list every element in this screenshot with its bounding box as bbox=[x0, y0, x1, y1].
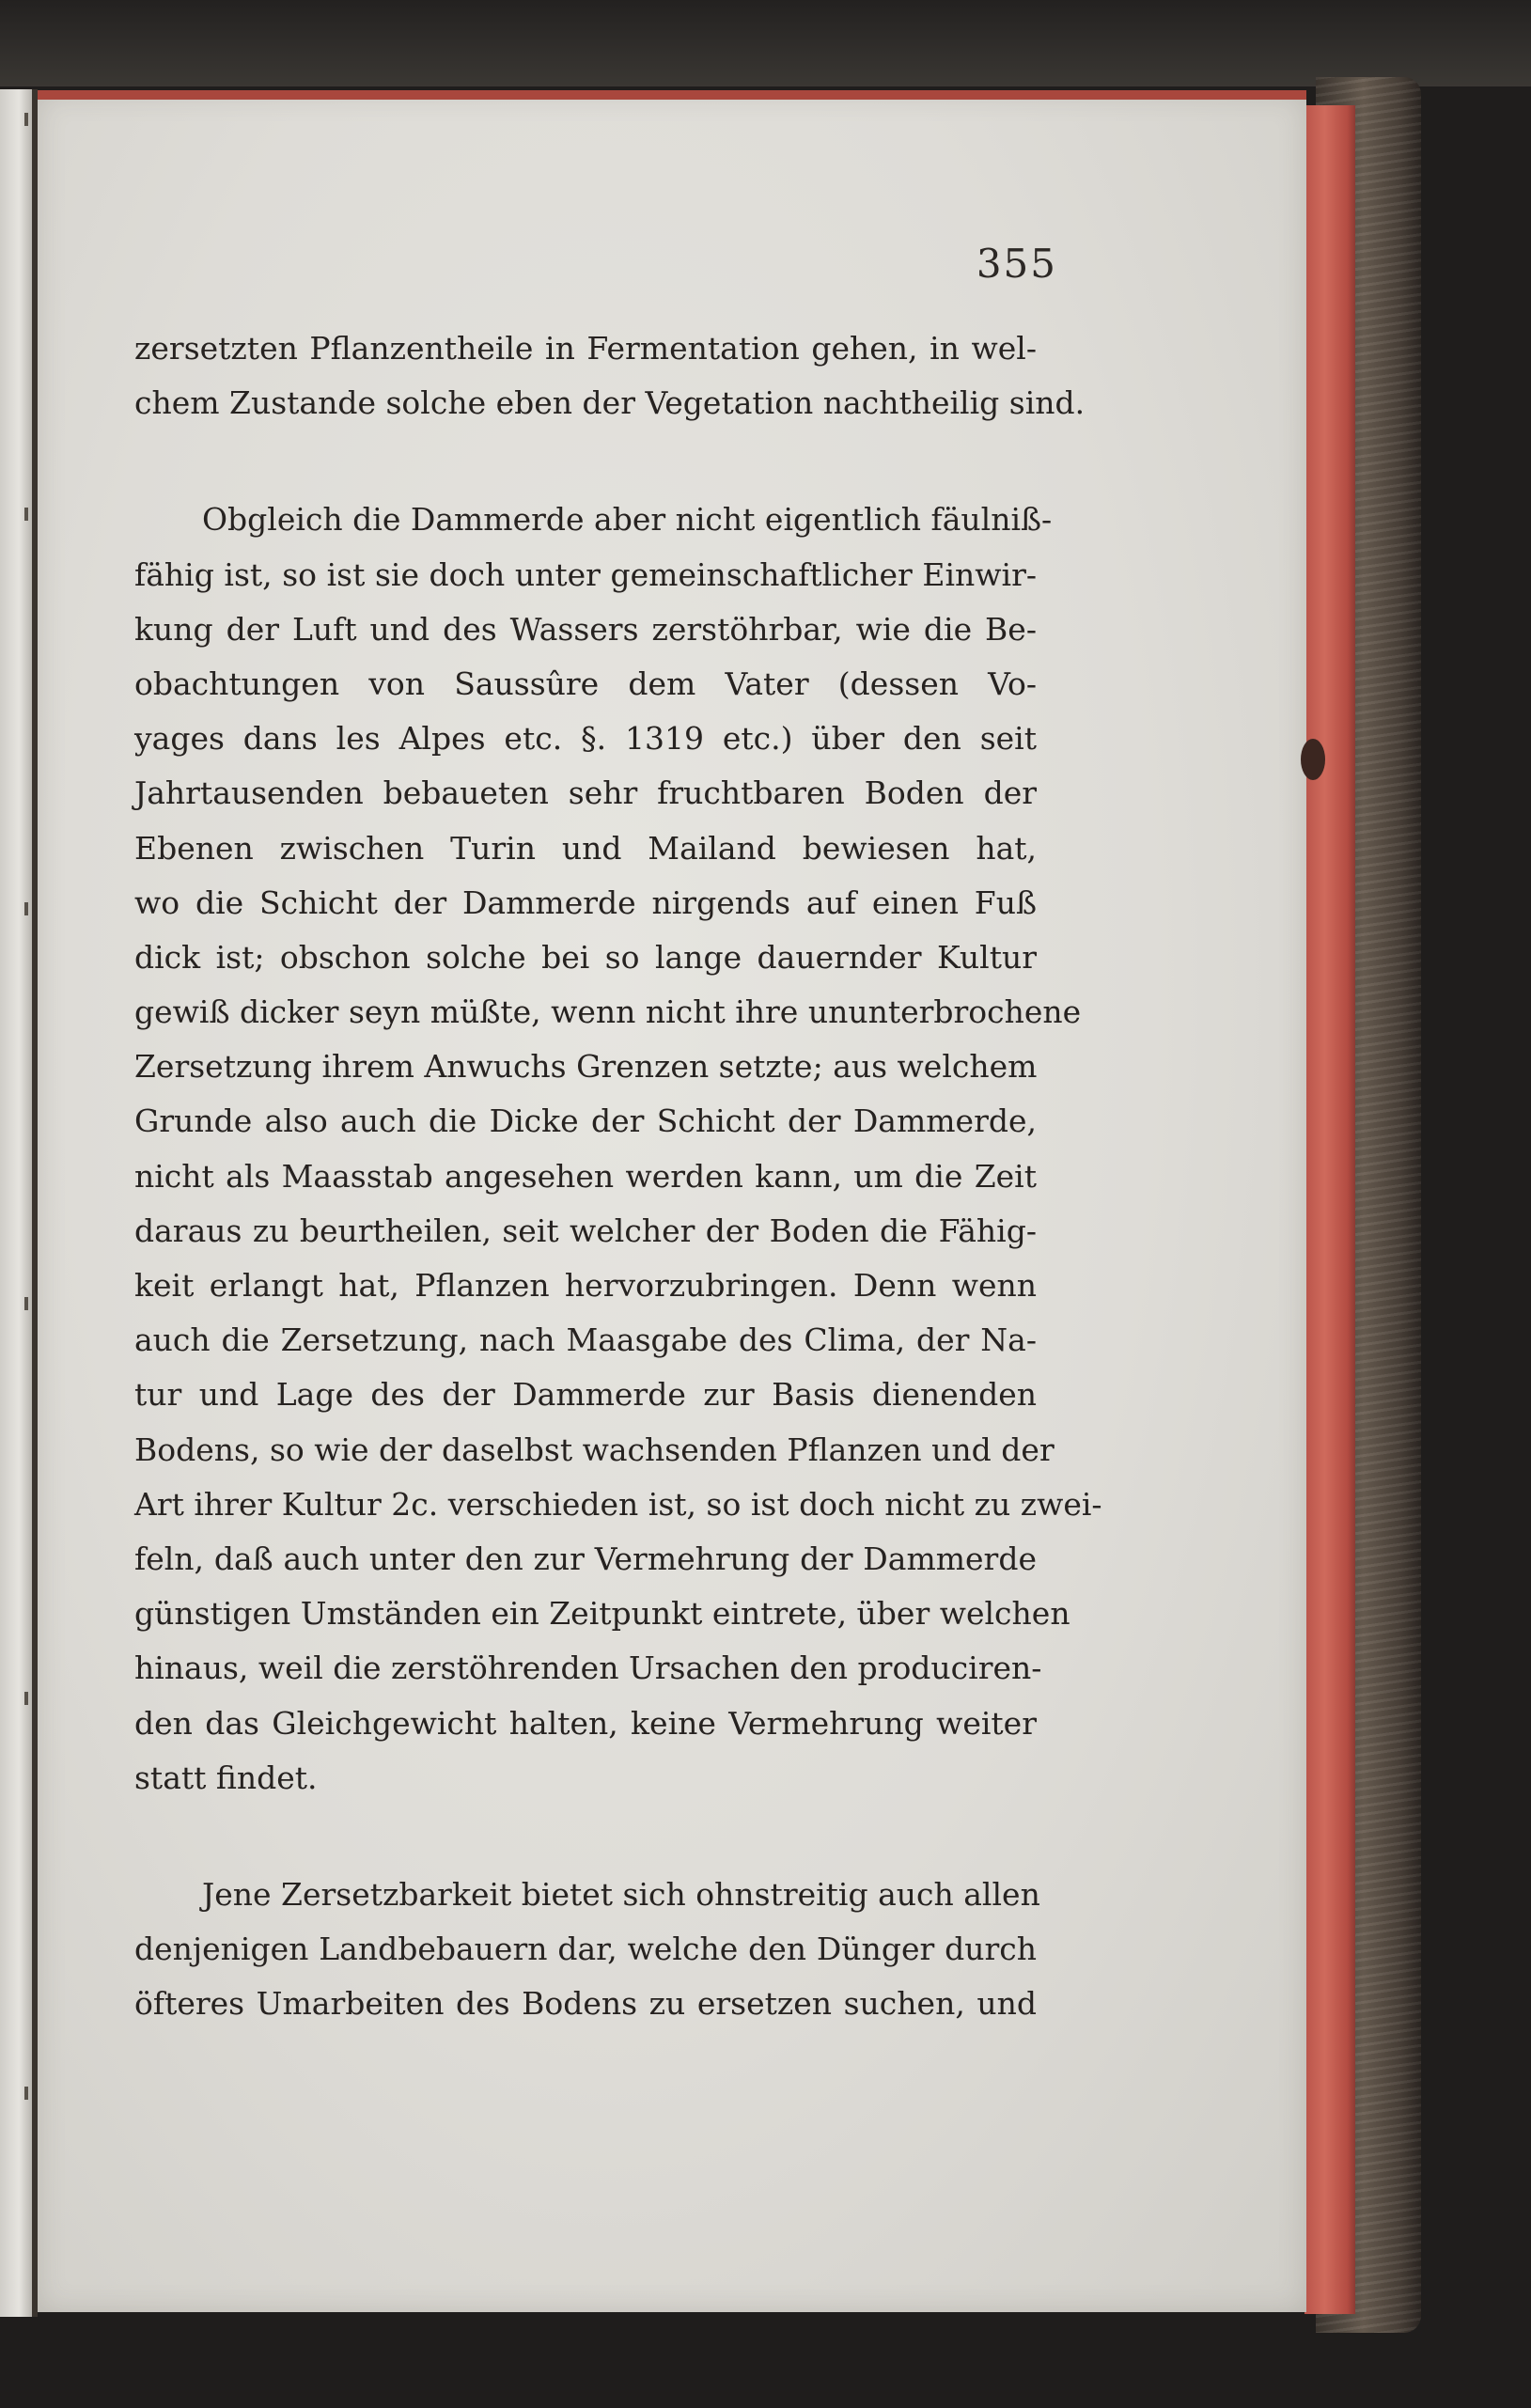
text-line: hinaus, weil die zerstöhrenden Ursachen den produciren- bbox=[134, 1650, 1042, 1687]
text-line: chem Zustande solche eben der Vegetation nachtheilig sind. bbox=[134, 384, 1086, 422]
page-number: 355 bbox=[976, 241, 1057, 287]
page-top-edge bbox=[38, 90, 1306, 100]
red-page-edges bbox=[1304, 105, 1355, 2314]
text-line: Obgleich die Dammerde aber nicht eigentlich fäulniß- bbox=[202, 501, 1053, 539]
text-line: keit erlangt hat, Pflanzen hervorzubringen. Denn wenn bbox=[134, 1267, 1037, 1304]
text-line: feln, daß auch unter den zur Vermehrung der Dammerde bbox=[134, 1540, 1037, 1577]
text-line: Jahrtausenden bebaueten sehr fruchtbaren Boden der bbox=[134, 774, 1037, 812]
text-line: Bodens, so wie der daselbst wachsenden Pflanzen und der bbox=[134, 1431, 1055, 1468]
text-line: den das Gleichgewicht halten, keine Vermehrung weiter bbox=[134, 1704, 1037, 1742]
text-line: obachtungen von Saussûre dem Vater (dessen Vo- bbox=[134, 665, 1037, 702]
text-line: günstigen Umständen ein Zeitpunkt eintrete, über welchen bbox=[134, 1595, 1070, 1633]
page-edge-marks bbox=[24, 113, 28, 2275]
text-line: fähig ist, so ist sie doch unter gemeinschaftlicher Einwir- bbox=[134, 555, 1037, 593]
background-top bbox=[0, 0, 1531, 86]
text-line: kung der Luft und des Wassers zerstöhrbar, wie die Be- bbox=[134, 610, 1037, 648]
text-line: gewiß dicker seyn müßte, wenn nicht ihre ununterbrochene bbox=[134, 993, 1082, 1031]
text-line: tur und Lage des der Dammerde zur Basis dienenden bbox=[134, 1376, 1037, 1414]
text-line: nicht als Maasstab angesehen werden kann, um die Zeit bbox=[134, 1157, 1037, 1195]
body-text bbox=[134, 321, 1102, 2031]
text-line: yages dans les Alpes etc. §. 1319 etc.) über den seit bbox=[134, 720, 1037, 758]
text-line: Ebenen zwischen Turin und Mailand bewiesen hat, bbox=[134, 829, 1037, 867]
text-line: Grunde also auch die Dicke der Schicht der Dammerde, bbox=[134, 1102, 1037, 1140]
text-line: auch die Zersetzung, nach Maasgabe des Clima, der Na- bbox=[134, 1321, 1037, 1359]
text-line: öfteres Umarbeiten des Bodens zu ersetzen suchen, und bbox=[134, 1985, 1037, 2023]
text-line: denjenigen Landbebauern dar, welche den Dünger durch bbox=[134, 1931, 1037, 1968]
text-line: statt findet. bbox=[134, 1759, 318, 1796]
text-line: Jene Zersetzbarkeit bietet sich ohnstreitig auch allen bbox=[202, 1875, 1040, 1913]
ink-stain bbox=[1301, 739, 1325, 780]
text-line: dick ist; obschon solche bei so lange dauernder Kultur bbox=[134, 938, 1037, 976]
text-line: zersetzten Pflanzentheile in Fermentation gehen, in wel- bbox=[134, 330, 1037, 367]
text-line: daraus zu beurtheilen, seit welcher der Boden die Fähig- bbox=[134, 1212, 1037, 1249]
text-line: wo die Schicht der Dammerde nirgends auf einen Fuß bbox=[134, 883, 1037, 921]
text-line: Zersetzung ihrem Anwuchs Grenzen setzte; aus welchem bbox=[134, 1048, 1038, 1086]
text-line: Art ihrer Kultur 2c. verschieden ist, so ist doch nicht zu zwei- bbox=[134, 1485, 1102, 1523]
